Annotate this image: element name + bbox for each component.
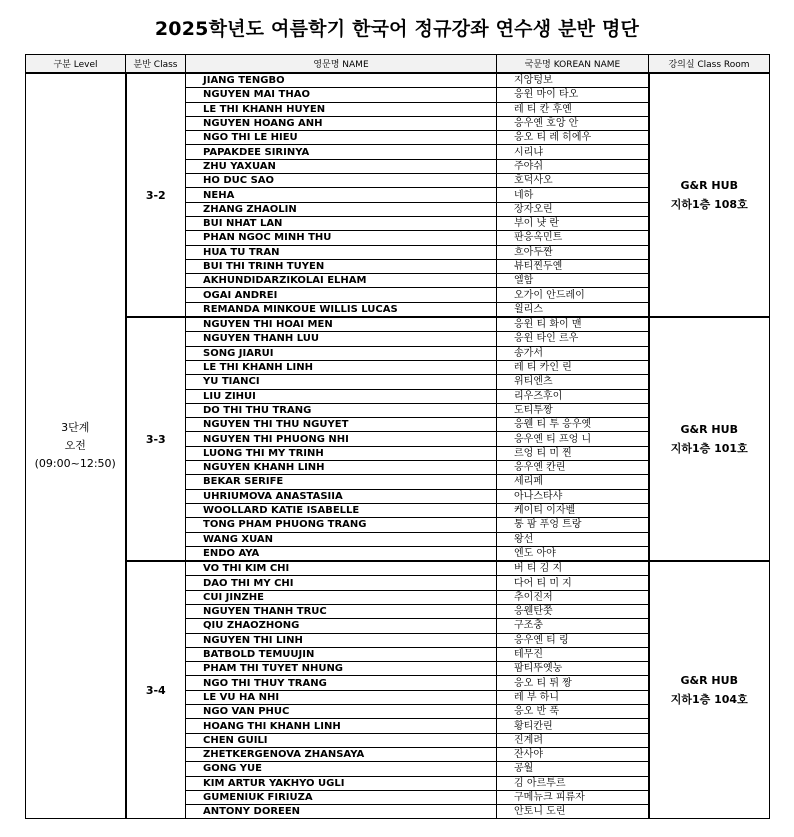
korean-name: 응오 티 레 히에우 <box>497 131 649 145</box>
english-name: LIU ZIHUI <box>186 389 497 403</box>
english-name: ZHETKERGENOVA ZHANSAYA <box>186 747 497 761</box>
english-name: KIM ARTUR YAKHYO UGLI <box>186 776 497 790</box>
korean-name: 지앙텅보 <box>497 73 649 88</box>
english-name: BATBOLD TEMUUJIN <box>186 647 497 661</box>
korean-name: 진계려 <box>497 733 649 747</box>
english-name: CUI JINZHE <box>186 590 497 604</box>
english-name: TONG PHAM PHUONG TRANG <box>186 518 497 532</box>
header-row <box>26 55 770 74</box>
korean-name: 응웬 티 투 응우옛 <box>497 418 649 432</box>
korean-name: 통 팜 푸엉 트랑 <box>497 518 649 532</box>
korean-name: 도티투짱 <box>497 403 649 417</box>
english-name: NGUYEN THANH LUU <box>186 332 497 346</box>
korean-name: 장자오린 <box>497 202 649 216</box>
level-time: (09:00~12:50) <box>34 457 116 471</box>
korean-name: 응우옌 칸린 <box>497 461 649 475</box>
korean-name: 오가이 안드레이 <box>497 288 649 302</box>
korean-name: 리우즈후이 <box>497 389 649 403</box>
korean-name: 레 티 카인 린 <box>497 360 649 374</box>
english-name: CHEN GUILI <box>186 733 497 747</box>
english-name: SONG JIARUI <box>186 346 497 360</box>
english-name: LE VU HA NHI <box>186 690 497 704</box>
class-cell: 3-2 <box>126 73 186 317</box>
english-name: GONG YUE <box>186 762 497 776</box>
korean-name: 응오 반 푹 <box>497 705 649 719</box>
english-name: WANG XUAN <box>186 532 497 546</box>
english-name: LE THI KHANH LINH <box>186 360 497 374</box>
korean-name: 흐아두짠 <box>497 245 649 259</box>
english-name: QIU ZHAOZHONG <box>186 619 497 633</box>
english-name: WOOLLARD KATIE ISABELLE <box>186 503 497 517</box>
class-cell: 3-4 <box>126 561 186 819</box>
english-name: LUONG THI MY TRINH <box>186 446 497 460</box>
english-name: BUI THI TRINH TUYEN <box>186 259 497 273</box>
korean-name: 다어 티 미 지 <box>497 576 649 590</box>
table-row <box>26 561 770 576</box>
classroom-number: 지하1층 101호 <box>670 442 748 456</box>
english-name: REMANDA MINKOUE WILLIS LUCAS <box>186 302 497 317</box>
english-name: ZHU YAXUAN <box>186 159 497 173</box>
korean-name: 응웬탄쭛 <box>497 604 649 618</box>
english-name: NGUYEN THI LINH <box>186 633 497 647</box>
english-name: HUA TU TRAN <box>186 245 497 259</box>
english-name: OGAI ANDREI <box>186 288 497 302</box>
korean-name: 송가서 <box>497 346 649 360</box>
english-name: NGUYEN THI HOAI MEN <box>186 317 497 332</box>
korean-name: 엘함 <box>497 274 649 288</box>
classroom-cell <box>649 73 770 317</box>
english-name: BUI NHAT LAN <box>186 216 497 230</box>
korean-name: 응오 티 튀 짱 <box>497 676 649 690</box>
table-row <box>26 317 770 332</box>
english-name: BEKAR SERIFE <box>186 475 497 489</box>
korean-name: 테무진 <box>497 647 649 661</box>
classroom-number: 지하1층 108호 <box>670 198 748 212</box>
korean-name: 호덕사오 <box>497 174 649 188</box>
korean-name: 응우옌 티 프엉 니 <box>497 432 649 446</box>
english-name: NGUYEN KHANH LINH <box>186 461 497 475</box>
header-english-name: 영문명 NAME <box>186 55 497 74</box>
header-class: 분반 Class <box>126 55 186 74</box>
english-name: NEHA <box>186 188 497 202</box>
korean-name: 공월 <box>497 762 649 776</box>
korean-name: 김 아르투르 <box>497 776 649 790</box>
korean-name: 팜티뚜옛눙 <box>497 662 649 676</box>
korean-name: 판응옥민트 <box>497 231 649 245</box>
korean-name: 추이진저 <box>497 590 649 604</box>
english-name: NGUYEN THANH TRUC <box>186 604 497 618</box>
english-name: LE THI KHANH HUYEN <box>186 102 497 116</box>
level-name: 3단계 <box>61 421 90 435</box>
korean-name: 구조충 <box>497 619 649 633</box>
english-name: ANTONY DOREEN <box>186 805 497 819</box>
korean-name: 응우옌 티 링 <box>497 633 649 647</box>
english-name: NGO THI THUY TRANG <box>186 676 497 690</box>
english-name: ENDO AYA <box>186 546 497 561</box>
level-cell <box>26 73 126 819</box>
korean-name: 윌리스 <box>497 302 649 317</box>
korean-name: 레 부 하니 <box>497 690 649 704</box>
korean-name: 응윈 마이 타오 <box>497 88 649 102</box>
korean-name: 엔도 아야 <box>497 546 649 561</box>
korean-name: 응우옌 호앙 안 <box>497 116 649 130</box>
korean-name: 왕선 <box>497 532 649 546</box>
english-name: NGUYEN MAI THAO <box>186 88 497 102</box>
korean-name: 버 티 김 지 <box>497 561 649 576</box>
korean-name: 레 티 칸 후옌 <box>497 102 649 116</box>
korean-name: 주야쉬 <box>497 159 649 173</box>
header-room: 강의실 Class Room <box>649 55 770 74</box>
english-name: YU TIANCI <box>186 375 497 389</box>
roster-body <box>26 73 770 819</box>
korean-name: 응윈 타인 르우 <box>497 332 649 346</box>
header-korean-name: 국문명 KOREAN NAME <box>497 55 649 74</box>
page-title: 2025학년도 여름학기 한국어 정규강좌 연수생 분반 명단 <box>154 18 640 40</box>
korean-name: 구메뉴크 피류자 <box>497 790 649 804</box>
korean-name: 네하 <box>497 188 649 202</box>
english-name: DAO THI MY CHI <box>186 576 497 590</box>
english-name: GUMENIUK FIRIUZA <box>186 790 497 804</box>
english-name: NGUYEN THI PHUONG NHI <box>186 432 497 446</box>
korean-name: 르엉 티 미 찐 <box>497 446 649 460</box>
english-name: AKHUNDIDARZIKOLAI ELHAM <box>186 274 497 288</box>
roster-table <box>25 54 770 819</box>
classroom-building: G&R HUB <box>680 674 738 688</box>
korean-name: 황티칸린 <box>497 719 649 733</box>
level-session: 오전 <box>64 439 86 453</box>
english-name: NGO THI LE HIEU <box>186 131 497 145</box>
classroom-cell <box>649 561 770 819</box>
korean-name: 시리냐 <box>497 145 649 159</box>
english-name: JIANG TENGBO <box>186 73 497 88</box>
header-level: 구분 Level <box>26 55 126 74</box>
korean-name: 잔사야 <box>497 747 649 761</box>
english-name: HO DUC SAO <box>186 174 497 188</box>
english-name: NGO VAN PHUC <box>186 705 497 719</box>
english-name: HOANG THI KHANH LINH <box>186 719 497 733</box>
english-name: UHRIUMOVA ANASTASIIA <box>186 489 497 503</box>
english-name: PHAM THI TUYET NHUNG <box>186 662 497 676</box>
korean-name: 안토니 도린 <box>497 805 649 819</box>
english-name: PAPAKDEE SIRINYA <box>186 145 497 159</box>
english-name: NGUYEN HOANG ANH <box>186 116 497 130</box>
korean-name: 케이티 이자벨 <box>497 503 649 517</box>
english-name: ZHANG ZHAOLIN <box>186 202 497 216</box>
classroom-cell <box>649 317 770 561</box>
korean-name: 위티엔츠 <box>497 375 649 389</box>
english-name: VO THI KIM CHI <box>186 561 497 576</box>
korean-name: 뷰티찐두옌 <box>497 259 649 273</box>
english-name: NGUYEN THI THU NGUYET <box>186 418 497 432</box>
english-name: DO THI THU TRANG <box>186 403 497 417</box>
english-name: PHAN NGOC MINH THU <box>186 231 497 245</box>
table-row <box>26 73 770 88</box>
classroom-number: 지하1층 104호 <box>670 693 748 707</box>
classroom-building: G&R HUB <box>680 179 738 193</box>
korean-name: 부이 냣 란 <box>497 216 649 230</box>
classroom-building: G&R HUB <box>680 423 738 437</box>
korean-name: 세리페 <box>497 475 649 489</box>
korean-name: 아나스타샤 <box>497 489 649 503</box>
class-cell: 3-3 <box>126 317 186 561</box>
korean-name: 응윈 티 화이 맨 <box>497 317 649 332</box>
